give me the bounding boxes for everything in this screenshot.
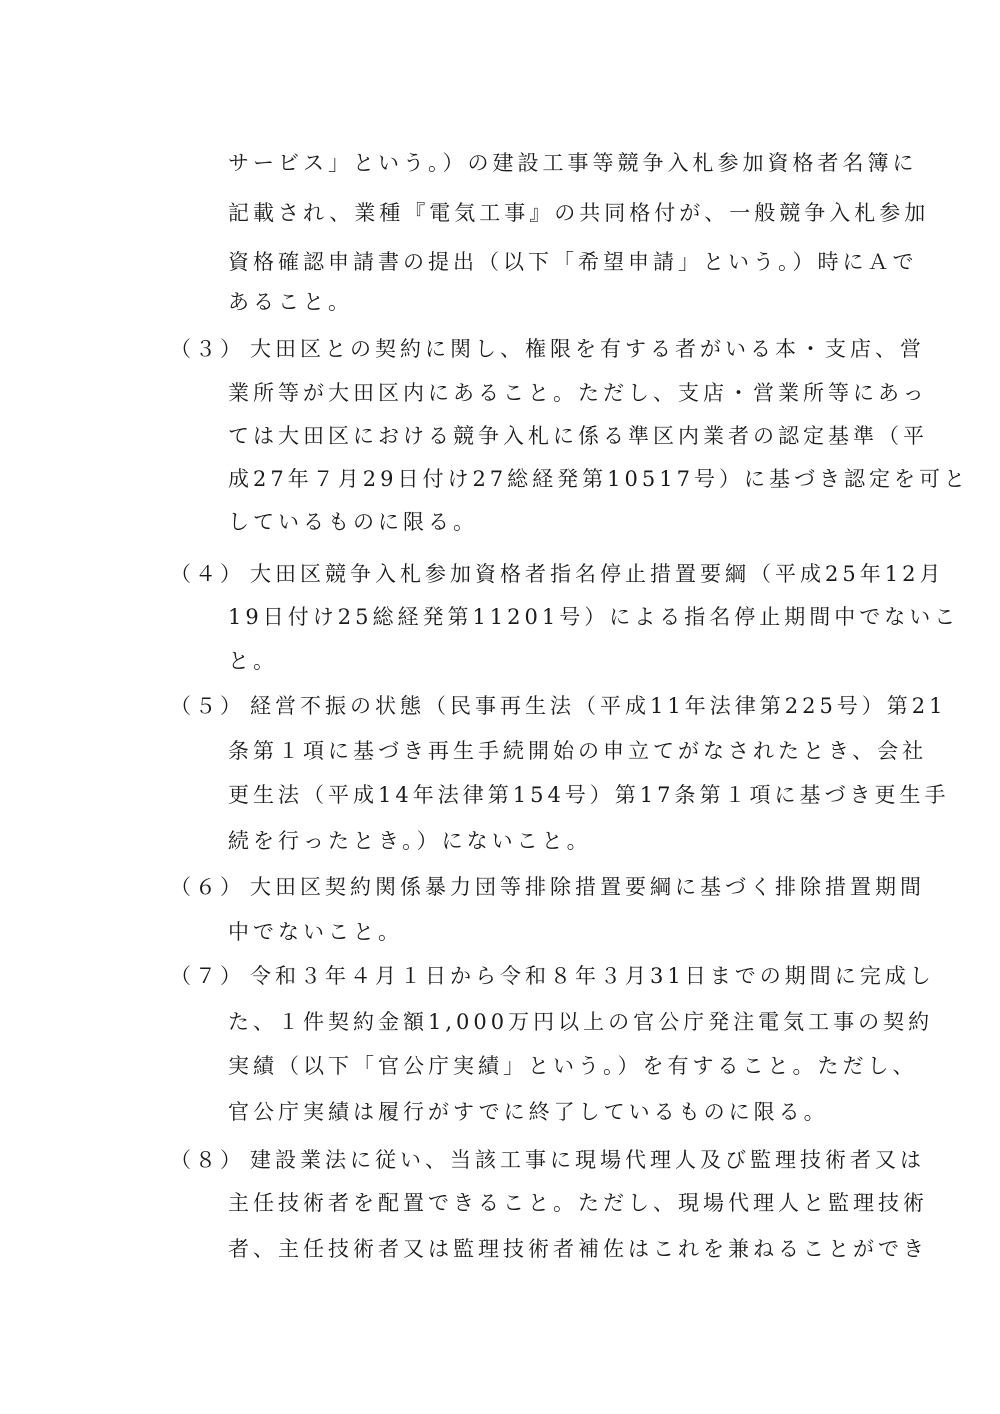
item-6-line: 大田区契約関係暴力団等排除措置要綱に基づく排除措置期間 (250, 875, 925, 899)
item-3-line: ては大田区における競争入札に係る準区内業者の認定基準（平 (228, 424, 928, 448)
continuation-line: 記載され、業種『電気工事』の共同格付が、一般競争入札参加 (228, 201, 930, 225)
continuation-line: あること。 (228, 290, 353, 314)
item-7-line: 官公庁実績は履行がすでに終了しているものに限る。 (228, 1100, 829, 1124)
item-8-line: 主任技術者を配置できること。ただし、現場代理人と監理技術 (228, 1191, 928, 1215)
item-5-line: 経営不振の状態（民事再生法（平成11年法律第225号）第21 (250, 694, 947, 718)
item-5-marker: （５） (170, 694, 245, 718)
item-8-line: 者、主任技術者又は監理技術者補佐はこれを兼ねることができ (228, 1237, 928, 1261)
item-3-line: しているものに限る。 (228, 510, 478, 534)
item-6-line: 中でないこと。 (228, 920, 403, 944)
item-7-marker: （７） (170, 964, 245, 988)
item-3-line: 大田区との契約に関し、権限を有する者がいる本・支店、営 (250, 337, 925, 361)
item-6-marker: （６） (170, 875, 245, 899)
item-7-line: た、１件契約金額1,000万円以上の官公庁発注電気工事の契約 (228, 1010, 934, 1034)
item-4-line: 大田区競争入札参加資格者指名停止措置要綱（平成25年12月 (250, 562, 945, 586)
item-8-line: 建設業法に従い、当該工事に現場代理人及び監理技術者又は (250, 1148, 925, 1172)
item-4-line: 19日付け25総経発第11201号）による指名停止期間中でないこ (228, 605, 960, 629)
item-3-line: 成27年７月29日付け27総経発第10517号）に基づき認定を可と (228, 467, 969, 491)
item-7-line: 令和３年４月１日から令和８年３月31日までの期間に完成し (250, 964, 935, 988)
item-5-line: 更生法（平成14年法律第154号）第17条第１項に基づき更生手 (228, 783, 950, 807)
item-4-marker: （４） (170, 562, 245, 586)
item-8-marker: （８） (170, 1148, 245, 1172)
item-7-line: 実績（以下「官公庁実績」という。）を有すること。ただし、 (228, 1054, 918, 1078)
item-3-line: 業所等が大田区内にあること。ただし、支店・営業所等にあっ (228, 381, 928, 405)
item-5-line: 続を行ったとき。）にないこと。 (228, 829, 592, 853)
item-3-marker: （３） (170, 337, 245, 361)
item-4-line: と。 (228, 649, 278, 673)
continuation-line: 資格確認申請書の提出（以下「希望申請」という。）時にＡで (228, 250, 918, 274)
item-5-line: 条第１項に基づき再生手続開始の申立てがなされたとき、会社 (228, 739, 928, 763)
continuation-line: サービス」という。）の建設工事等競争入札参加資格者名簿に (228, 151, 918, 175)
